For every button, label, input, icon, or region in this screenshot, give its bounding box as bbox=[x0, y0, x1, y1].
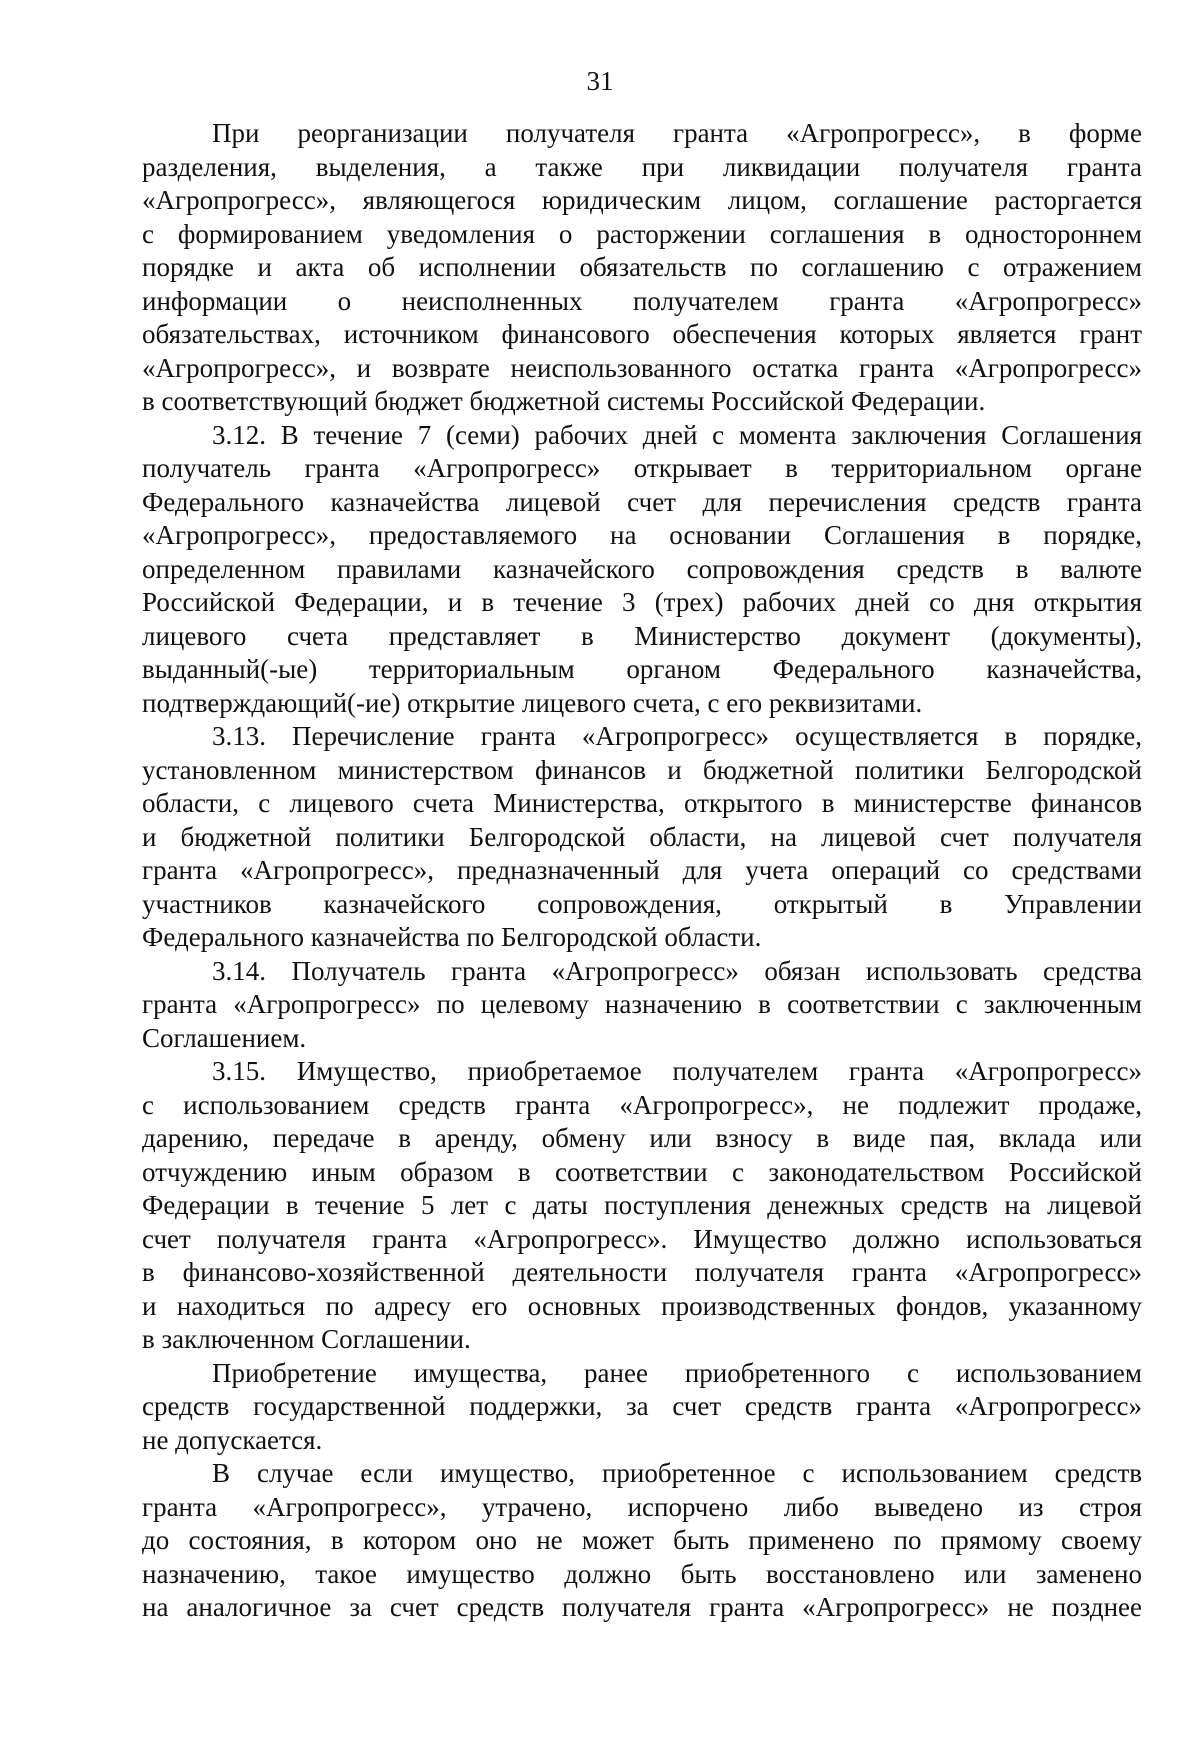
text-line: выданный(-ые) территориальным органом Федерального казначейства, bbox=[142, 654, 1142, 684]
text-line: Соглашением. bbox=[142, 1022, 307, 1053]
text-line: При реорганизации получателя гранта «Агропрогресс», в форме bbox=[212, 118, 1142, 148]
paragraph bbox=[142, 1055, 1142, 1357]
paragraph bbox=[142, 955, 1142, 1056]
text-line: гранта «Агропрогресс», предназначенный для учета операций со средствами bbox=[142, 855, 1142, 885]
text-line: Российской Федерации, и в течение 3 (трех) рабочих дней со дня открытия bbox=[142, 587, 1142, 617]
paragraph bbox=[142, 1457, 1142, 1625]
text-line: Приобретение имущества, ранее приобретенного с использованием bbox=[212, 1357, 1142, 1388]
paragraph bbox=[142, 419, 1142, 721]
text-line: счет получателя гранта «Агропрогресс». Имущество должно использоваться bbox=[142, 1223, 1142, 1254]
text-line: участников казначейского сопровождения, открытый в Управлении bbox=[142, 888, 1142, 919]
text-line: подтверждающий(-ие) открытие лицевого счета, с его реквизитами. bbox=[142, 687, 923, 718]
text-line: обязательствах, источником финансового обеспечения которых является грант bbox=[142, 319, 1142, 349]
text-line: гранта «Агропрогресс», утрачено, испорчено либо выведено из строя bbox=[142, 1491, 1142, 1522]
text-line: в финансово-хозяйственной деятельности получателя гранта «Агропрогресс» bbox=[142, 1257, 1142, 1287]
text-line: 3.13. Перечисление гранта «Агропрогресс» осуществляется в порядке, bbox=[212, 721, 1142, 751]
text-line: «Агропрогресс», являющегося юридическим лицом, соглашение расторгается bbox=[142, 185, 1142, 215]
text-line: Федерального казначейства лицевой счет для перечисления средств гранта bbox=[142, 486, 1142, 517]
text-line: 3.14. Получатель гранта «Агропрогресс» обязан использовать средства bbox=[212, 955, 1142, 986]
text-line: назначению, такое имущество должно быть восстановлено или заменено bbox=[142, 1558, 1142, 1589]
text-line: получатель гранта «Агропрогресс» открывает в территориальном органе bbox=[142, 453, 1142, 483]
text-line: дарению, передаче в аренду, обмену или взносу в виде пая, вклада или bbox=[142, 1123, 1142, 1153]
text-line: не допускается. bbox=[142, 1424, 323, 1455]
text-line: Федерации в течение 5 лет с даты поступления денежных средств на лицевой bbox=[142, 1190, 1142, 1220]
text-line: до состояния, в котором оно не может быть применено по прямому своему bbox=[142, 1525, 1142, 1555]
text-line: определенном правилами казначейского сопровождения средств в валюте bbox=[142, 553, 1142, 584]
text-line: информации о неисполненных получателем гранта «Агропрогресс» bbox=[142, 285, 1142, 316]
paragraph bbox=[142, 1357, 1142, 1458]
paragraph bbox=[142, 117, 1142, 419]
page-number: 31 bbox=[586, 66, 614, 96]
text-line: установленном министерством финансов и бюджетной политики Белгородской bbox=[142, 754, 1142, 785]
text-line: лицевого счета представляет в Министерство документ (документы), bbox=[142, 620, 1142, 651]
text-line: в заключенном Соглашении. bbox=[142, 1324, 471, 1354]
text-line: гранта «Агропрогресс» по целевому назначению в соответствии с заключенным bbox=[142, 989, 1142, 1019]
document-body bbox=[142, 117, 1142, 1625]
text-line: 3.15. Имущество, приобретаемое получателем гранта «Агропрогресс» bbox=[212, 1056, 1142, 1086]
text-line: отчуждению иным образом в соответствии с законодательством Российской bbox=[142, 1156, 1142, 1187]
text-line: порядке и акта об исполнении обязательств по соглашению с отражением bbox=[142, 252, 1142, 282]
paragraph bbox=[142, 720, 1142, 955]
text-line: на аналогичное за счет средств получателя гранта «Агропрогресс» не позднее bbox=[142, 1592, 1142, 1622]
text-line: с формированием уведомления о расторжении соглашения в одностороннем bbox=[142, 218, 1142, 249]
text-line: Федерального казначейства по Белгородской области. bbox=[142, 922, 762, 952]
text-line: «Агропрогресс», предоставляемого на основании Соглашения в порядке, bbox=[142, 520, 1142, 550]
text-line: В случае если имущество, приобретенное с использованием средств bbox=[212, 1458, 1142, 1488]
text-line: в соответствующий бюджет бюджетной системы Российской Федерации. bbox=[142, 386, 986, 416]
text-line: разделения, выделения, а также при ликвидации получателя гранта bbox=[142, 151, 1142, 182]
text-line: и бюджетной политики Белгородской области, на лицевой счет получателя bbox=[142, 821, 1142, 852]
text-line: области, с лицевого счета Министерства, открытого в министерстве финансов bbox=[142, 788, 1142, 818]
text-line: средств государственной поддержки, за счет средств гранта «Агропрогресс» bbox=[142, 1391, 1142, 1421]
text-line: и находиться по адресу его основных производственных фондов, указанному bbox=[142, 1290, 1142, 1321]
text-line: «Агропрогресс», и возврате неиспользованного остатка гранта «Агропрогресс» bbox=[142, 352, 1142, 383]
text-line: 3.12. В течение 7 (семи) рабочих дней с момента заключения Соглашения bbox=[212, 419, 1142, 450]
text-line: с использованием средств гранта «Агропрогресс», не подлежит продаже, bbox=[142, 1089, 1142, 1120]
